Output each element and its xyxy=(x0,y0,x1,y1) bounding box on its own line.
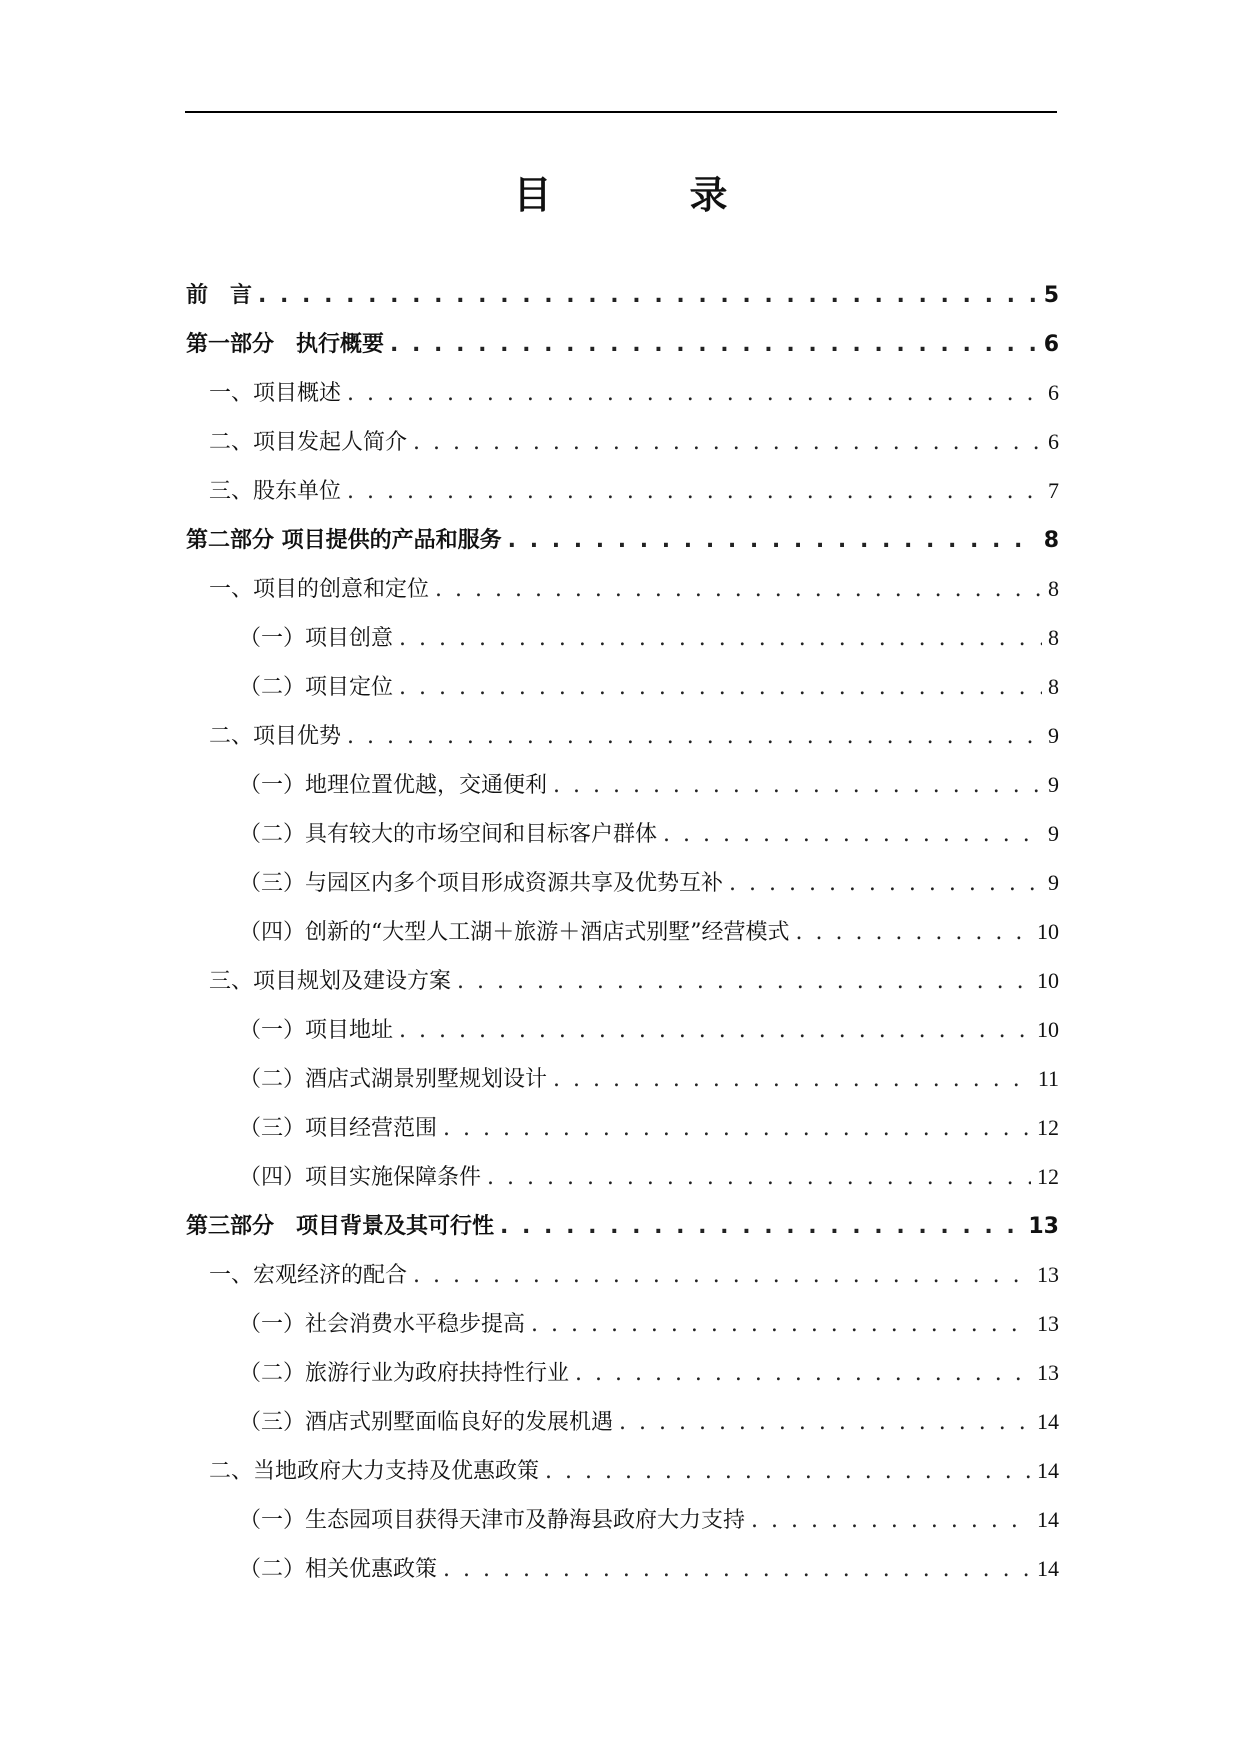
toc-entry-title: （二）项目定位 xyxy=(239,675,394,700)
toc-dot-leader xyxy=(729,871,1042,896)
toc-entry-page-number: 6 xyxy=(1043,332,1059,357)
toc-entry-title: 一、宏观经济的配合 xyxy=(209,1263,408,1288)
toc-entry[interactable] xyxy=(186,768,1059,817)
toc-entry[interactable] xyxy=(186,866,1059,915)
toc-entry-page-number: 13 xyxy=(1037,1262,1059,1287)
toc-entry[interactable] xyxy=(186,425,1059,474)
toc-entry[interactable] xyxy=(186,1356,1059,1405)
toc-entry-page-number: 5 xyxy=(1043,283,1059,308)
toc-dot-leader xyxy=(545,1459,1031,1484)
toc-entry-title: 一、项目概述 xyxy=(209,381,342,406)
toc-dot-leader xyxy=(796,920,1032,945)
toc-entry[interactable] xyxy=(186,278,1059,327)
toc-entry-page-number: 14 xyxy=(1037,1458,1059,1483)
toc-entry-title: （三）项目经营范围 xyxy=(239,1116,438,1141)
toc-entry-title: （二）具有较大的市场空间和目标客户群体 xyxy=(239,822,658,847)
toc-entry-title: （一）项目地址 xyxy=(239,1018,394,1043)
toc-entry-page-number: 10 xyxy=(1037,919,1059,944)
toc-entry-title: （三）酒店式别墅面临良好的发展机遇 xyxy=(239,1410,614,1435)
toc-entry-page-number: 14 xyxy=(1037,1409,1059,1434)
toc-dot-leader xyxy=(258,283,1038,308)
toc-entry[interactable] xyxy=(186,1209,1059,1258)
toc-dot-leader xyxy=(531,1312,1031,1337)
toc-entry[interactable] xyxy=(186,621,1059,670)
toc-entry-title: （一）地理位置优越，交通便利 xyxy=(239,773,548,798)
toc-entry-page-number: 6 xyxy=(1048,429,1059,454)
toc-entry-page-number: 14 xyxy=(1037,1507,1059,1532)
toc-dot-leader xyxy=(663,822,1042,847)
toc-entry-title: （四）项目实施保障条件 xyxy=(239,1165,482,1190)
toc-entry-title: 三、股东单位 xyxy=(209,479,342,504)
toc-dot-leader xyxy=(347,381,1042,406)
toc-dot-leader xyxy=(508,528,1038,553)
toc-entry-title: 第二部分 项目提供的产品和服务 xyxy=(186,528,502,553)
toc-entry-page-number: 13 xyxy=(1037,1360,1059,1385)
toc-entry-title: 第一部分 执行概要 xyxy=(186,332,385,357)
toc-dot-leader xyxy=(390,332,1038,357)
toc-dot-leader xyxy=(413,1263,1031,1288)
toc-entry-page-number: 8 xyxy=(1048,576,1059,601)
toc-entry[interactable] xyxy=(186,670,1059,719)
toc-entry-page-number: 7 xyxy=(1048,478,1059,503)
toc-entry[interactable] xyxy=(186,964,1059,1013)
toc-entry-page-number: 9 xyxy=(1048,723,1059,748)
toc-entry-page-number: 12 xyxy=(1037,1115,1059,1140)
toc-dot-leader xyxy=(500,1214,1022,1239)
toc-entry[interactable] xyxy=(186,1062,1059,1111)
toc-entry[interactable] xyxy=(186,817,1059,866)
toc-entry[interactable] xyxy=(186,1111,1059,1160)
toc-entry-title: 三、项目规划及建设方案 xyxy=(209,969,452,994)
toc-entry-title: （一）项目创意 xyxy=(239,626,394,651)
toc-entry-title: 一、项目的创意和定位 xyxy=(209,577,430,602)
toc-entry[interactable] xyxy=(186,1503,1059,1552)
toc-entry-page-number: 6 xyxy=(1048,380,1059,405)
toc-dot-leader xyxy=(575,1361,1031,1386)
toc-entry-page-number: 13 xyxy=(1028,1214,1059,1239)
toc-entry[interactable] xyxy=(186,719,1059,768)
toc-dot-leader xyxy=(413,430,1042,455)
toc-entry-title: 第三部分 项目背景及其可行性 xyxy=(186,1214,495,1239)
toc-dot-leader xyxy=(553,1067,1032,1092)
toc-entry[interactable] xyxy=(186,1307,1059,1356)
header-rule xyxy=(185,111,1057,113)
toc-entry-title: （四）创新的“大型人工湖＋旅游＋酒店式别墅”经营模式 xyxy=(239,920,790,945)
toc-entry-page-number: 9 xyxy=(1048,870,1059,895)
toc-entry-page-number: 8 xyxy=(1048,674,1059,699)
toc-title: 目 录 xyxy=(513,173,778,217)
toc-entry[interactable] xyxy=(186,327,1059,376)
toc-entry-title: 前 言 xyxy=(186,283,253,308)
toc-entry[interactable] xyxy=(186,1258,1059,1307)
toc-entry[interactable] xyxy=(186,915,1059,964)
toc-entry[interactable] xyxy=(186,474,1059,523)
toc-entry-title: 二、项目优势 xyxy=(209,724,342,749)
toc-entry-title: （一）生态园项目获得天津市及静海县政府大力支持 xyxy=(239,1508,746,1533)
toc-entry[interactable] xyxy=(186,1405,1059,1454)
toc-entry-title: （一）社会消费水平稳步提高 xyxy=(239,1312,526,1337)
toc-dot-leader xyxy=(347,479,1042,504)
toc-dot-leader xyxy=(443,1116,1031,1141)
toc-entry[interactable] xyxy=(186,1013,1059,1062)
toc-entry-title: 二、当地政府大力支持及优惠政策 xyxy=(209,1459,540,1484)
toc-dot-leader xyxy=(751,1508,1031,1533)
toc-dot-leader xyxy=(435,577,1042,602)
toc-entry-page-number: 12 xyxy=(1037,1164,1059,1189)
toc-dot-leader xyxy=(443,1557,1031,1582)
toc-entry-title: （二）酒店式湖景别墅规划设计 xyxy=(239,1067,548,1092)
toc-entry-page-number: 13 xyxy=(1037,1311,1059,1336)
toc-entry[interactable] xyxy=(186,523,1059,572)
toc-entry-title: （二）相关优惠政策 xyxy=(239,1557,438,1582)
toc-entry[interactable] xyxy=(186,1552,1059,1601)
toc-entry-page-number: 11 xyxy=(1037,1066,1059,1091)
toc-entry-page-number: 9 xyxy=(1048,821,1059,846)
toc-entry-page-number: 8 xyxy=(1048,625,1059,650)
toc-dot-leader xyxy=(347,724,1042,749)
toc-entry-page-number: 10 xyxy=(1037,968,1059,993)
toc-entry[interactable] xyxy=(186,1160,1059,1209)
toc-dot-leader xyxy=(553,773,1042,798)
toc-entry-title: 二、项目发起人简介 xyxy=(209,430,408,455)
toc-entry[interactable] xyxy=(186,572,1059,621)
toc-entry[interactable] xyxy=(186,1454,1059,1503)
toc-entry-page-number: 8 xyxy=(1043,528,1059,553)
toc-dot-leader xyxy=(399,675,1042,700)
toc-dot-leader xyxy=(399,1018,1031,1043)
toc-dot-leader xyxy=(399,626,1042,651)
toc-entry-title: （二）旅游行业为政府扶持性行业 xyxy=(239,1361,570,1386)
toc-dot-leader xyxy=(487,1165,1031,1190)
toc-dot-leader xyxy=(619,1410,1031,1435)
toc-entry[interactable] xyxy=(186,376,1059,425)
toc-entry-title: （三）与园区内多个项目形成资源共享及优势互补 xyxy=(239,871,724,896)
toc-entry-page-number: 10 xyxy=(1037,1017,1059,1042)
toc-entry-page-number: 14 xyxy=(1037,1556,1059,1581)
toc-dot-leader xyxy=(457,969,1031,994)
toc-entry-page-number: 9 xyxy=(1048,772,1059,797)
table-of-contents xyxy=(186,278,1059,1601)
